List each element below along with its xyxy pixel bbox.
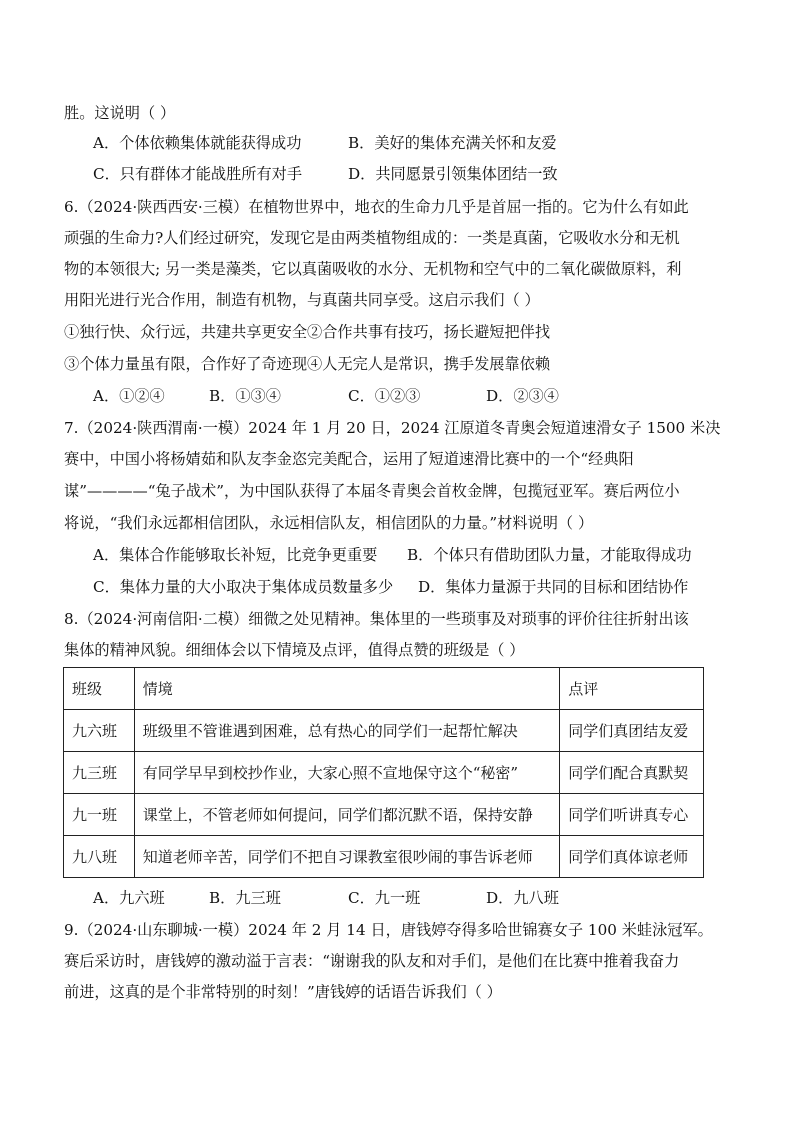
q8-option-c: C．九一班 bbox=[348, 889, 421, 907]
row-comment: 同学们配合真默契 bbox=[560, 752, 704, 794]
q6-line-2: 顽强的生命力?人们经过研究，发现它是由两类植物组成的：一类是真菌，它吸收水分和无机 bbox=[64, 229, 680, 247]
q9-line-2: 赛后采访时，唐钱婷的激动溢于言表：“谢谢我的队友和对手们，是他们在比赛中推着我奋力 bbox=[64, 952, 680, 970]
q6-statement-2: ③个体力量虽有限，合作好了奇迹现④人无完人是常识，携手发展靠依赖 bbox=[64, 355, 550, 373]
row-comment: 同学们真团结友爱 bbox=[560, 710, 704, 752]
q9-line-1: 9.（2024·山东聊城·一模）2024 年 2 月 14 日，唐钱婷夺得多哈世锦赛女子 100 米蛙泳冠军。 bbox=[64, 921, 713, 939]
q6-line-4: 用阳光进行光合作用，制造有机物，与真菌共同享受。这启示我们（ ） bbox=[64, 291, 540, 309]
q8-option-d: D．九八班 bbox=[486, 889, 559, 907]
header-comment: 点评 bbox=[560, 668, 704, 710]
row-class: 九六班 bbox=[64, 710, 135, 752]
table-row bbox=[64, 794, 704, 836]
q7-option-b: B．个体只有借助团队力量，才能取得成功 bbox=[407, 546, 692, 564]
q7-option-a: A．集体合作能够取长补短，比竞争更重要 bbox=[93, 546, 378, 564]
q6-option-b: B．①③④ bbox=[209, 387, 281, 405]
q7-option-c: C．集体力量的大小取决于集体成员数量多少 bbox=[93, 578, 394, 596]
q8-line-2: 集体的精神风貌。细细体会以下情境及点评，值得点赞的班级是（ ） bbox=[64, 641, 525, 659]
row-comment: 同学们听讲真专心 bbox=[560, 794, 704, 836]
row-class: 九一班 bbox=[64, 794, 135, 836]
q7-line-3: 谋”————“兔子战术”，为中国队获得了本届冬青奥会首枚金牌，包揽冠亚军。赛后两位小 bbox=[64, 482, 680, 500]
q5-stem-tail: 胜。这说明（ ） bbox=[64, 104, 176, 122]
table-row bbox=[64, 710, 704, 752]
q6-statement-1: ①独行快、众行远，共建共享更安全②合作共事有技巧，扬长避短把伴找 bbox=[64, 323, 550, 341]
row-situation: 知道老师辛苦，同学们不把自习课教室很吵闹的事告诉老师 bbox=[134, 836, 560, 878]
header-situation: 情境 bbox=[134, 668, 560, 710]
row-class: 九八班 bbox=[64, 836, 135, 878]
q5-option-d: D．共同愿景引领集体团结一致 bbox=[348, 165, 558, 183]
row-situation: 班级里不管谁遇到困难，总有热心的同学们一起帮忙解决 bbox=[134, 710, 560, 752]
q6-line-3: 物的本领很大; 另一类是藻类，它以真菌吸收的水分、无机物和空气中的二氧化碳做原料，利 bbox=[64, 260, 682, 278]
q9-line-3: 前进，这真的是个非常特别的时刻！”唐钱婷的话语告诉我们（ ） bbox=[64, 983, 502, 1001]
row-situation: 有同学早早到校抄作业，大家心照不宣地保守这个“秘密” bbox=[134, 752, 560, 794]
q5-option-c: C．只有群体才能战胜所有对手 bbox=[93, 165, 303, 183]
q6-line-1: 6.（2024·陕西西安·三模）在植物世界中，地衣的生命力几乎是首屈一指的。它为什么有如此 bbox=[64, 198, 689, 216]
q5-option-b: B．美好的集体充满关怀和友爱 bbox=[348, 134, 557, 152]
table-header-row bbox=[64, 668, 704, 710]
table-row bbox=[64, 836, 704, 878]
q7-line-1: 7.（2024·陕西渭南·一模）2024 年 1 月 20 日，2024 江原道冬青奥会短道速滑女子 1500 米决 bbox=[64, 419, 721, 437]
q8-line-1: 8.（2024·河南信阳·二模）细微之处见精神。集体里的一些琐事及对琐事的评价往往折射出该 bbox=[64, 610, 689, 628]
q6-option-d: D．②③④ bbox=[486, 387, 559, 405]
header-class: 班级 bbox=[64, 668, 135, 710]
q8-option-a: A．九六班 bbox=[93, 889, 165, 907]
q8-option-b: B．九三班 bbox=[209, 889, 281, 907]
class-evaluation-table bbox=[63, 667, 704, 878]
q7-option-d: D．集体力量源于共同的目标和团结协作 bbox=[418, 578, 689, 596]
row-situation: 课堂上，不管老师如何提问，同学们都沉默不语，保持安静 bbox=[134, 794, 560, 836]
table-row bbox=[64, 752, 704, 794]
q7-line-4: 将说，“我们永远都相信团队，永远相信队友，相信团队的力量。”材料说明（ ） bbox=[64, 514, 594, 532]
q6-option-c: C．①②③ bbox=[348, 387, 421, 405]
row-class: 九三班 bbox=[64, 752, 135, 794]
q6-option-a: A．①②④ bbox=[93, 387, 165, 405]
q7-line-2: 赛中，中国小将杨婧茹和队友李金恣完美配合，运用了短道速滑比赛中的一个“经典阳 bbox=[64, 450, 634, 468]
q5-option-a: A．个体依赖集体就能获得成功 bbox=[93, 134, 302, 152]
row-comment: 同学们真体谅老师 bbox=[560, 836, 704, 878]
